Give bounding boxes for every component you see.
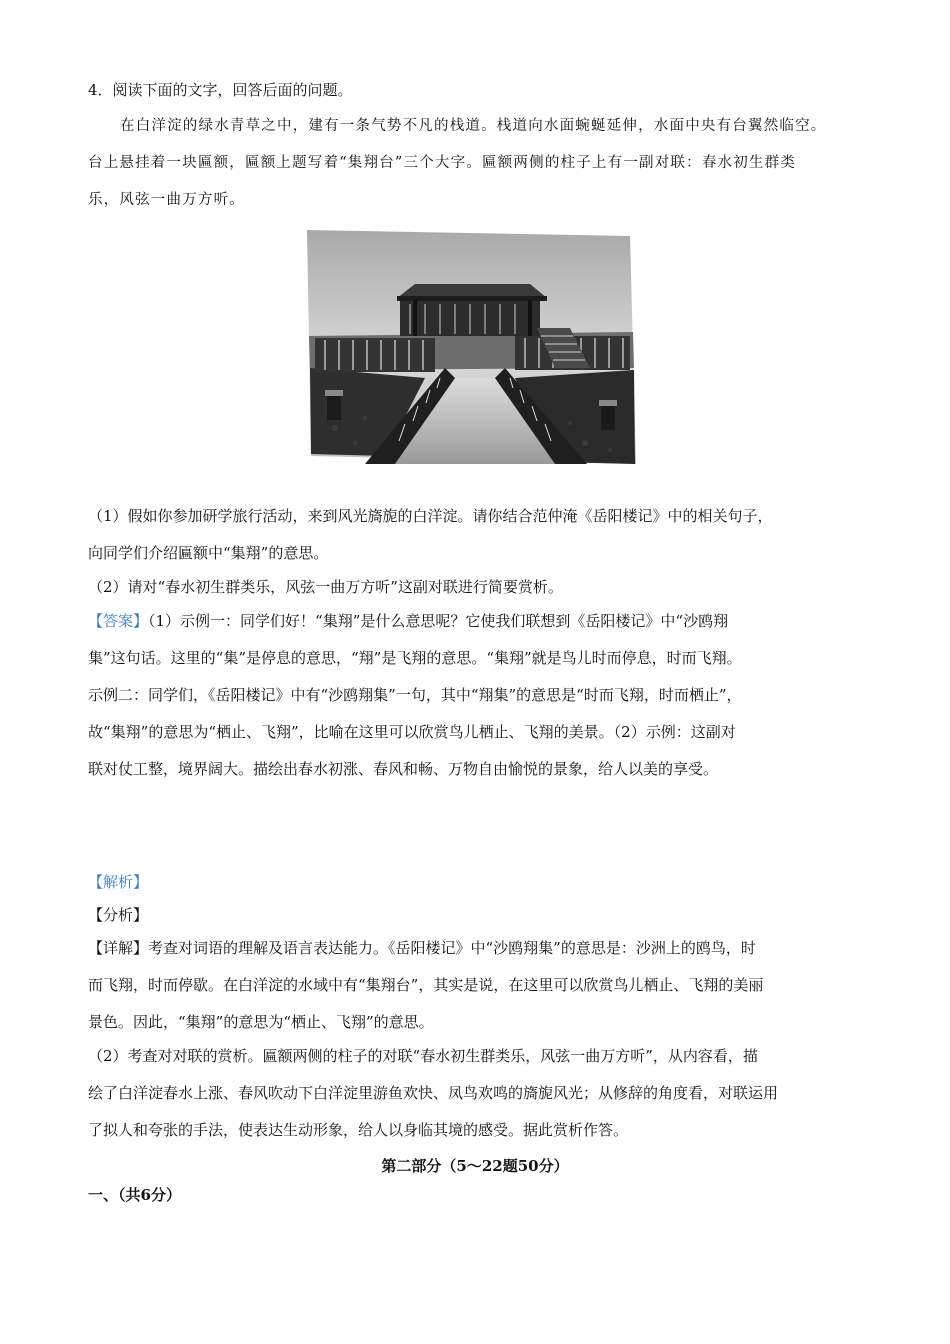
answer-line: 示例二：同学们，《岳阳楼记》中有“沙鸥翔集”一句，其中“翔集”的意思是“时而飞翔，时而栖止”， [88,686,742,704]
passage-line: 在白洋淀的绿水青草之中，建有一条气势不凡的栈道。栈道向水面蜿蜒延伸，水面中央有台翼然临空。 [120,118,827,134]
post-cap [325,390,343,396]
fence-left [315,338,435,372]
analysis-line: 景色。因此，“集翔”的意思为“栖止、飞翔”的意思。 [88,1013,434,1031]
analysis-line: 而飞翔，时而停歇。在白洋淀的水域中有“集翔台”，其实是说，在这里可以欣赏鸟儿栖止、飞翔的美丽 [88,976,764,994]
post [601,404,615,430]
fenxi-tag: 【分析】 [88,906,149,924]
analysis-line: 绘了白洋淀春水上涨、春风吹动下白洋淀里游鱼欢快、凤鸟欢鸣的旖旎风光；从修辞的角度看，对联运用 [88,1084,779,1102]
analysis-line: 了拟人和夸张的手法，使表达生动形象，给人以身临其境的感受。据此赏析作答。 [88,1121,629,1139]
post-cap [599,400,617,406]
question-heading: 4．阅读下面的文字，回答后面的问题。 [88,81,353,99]
section-heading: 一、（共6分） [88,1186,181,1204]
detail-first-line [88,938,756,958]
answer-line: 联对仗工整，境界阔大。描绘出春水初涨、春风和畅、万物自由愉悦的景象，给人以美的享受。 [88,760,719,778]
passage-line: 台上悬挂着一块匾额，匾额上题写着“集翔台”三个大字。匾额两侧的柱子上有一副对联：春水初生群类 [88,155,797,171]
sub-question-1-cont: 向同学们介绍匾额中“集翔”的意思。 [88,544,329,562]
answer-line: 集”这句话。这里的“集”是停息的意思，“翔”是飞翔的意思。“集翔”就是鸟儿时而停息，时而飞翔。 [88,649,742,667]
analysis-line: （2）考查对对联的赏析。匾额两侧的柱子的对联“春水初生群类乐，风弦一曲万方听”，从内容看，描 [88,1047,758,1065]
passage-line: 乐，风弦一曲万方听。 [88,192,245,208]
answer-first-line [88,611,728,631]
answer-tag: 【答案】 [88,612,149,630]
pavilion-roof [397,284,547,298]
pillar [413,300,417,336]
post [327,394,341,420]
pavilion-photo [305,228,638,466]
detail-text: 考查对词语的理解及语言表达能力。《岳阳楼记》中“沙鸥翔集”的意思是：沙洲上的鸥鸟，时 [148,939,756,957]
pillar [528,300,532,336]
detail-tag: 【详解】 [88,939,149,957]
answer-text: （1）示例一：同学们好！“集翔”是什么意思呢？它使我们联想到《岳阳楼记》中“沙鸥翔 [148,612,729,630]
roof-eave [397,296,547,301]
sub-question-1: （1）假如你参加研学旅行活动，来到风光旖旎的白洋淀。请你结合范仲淹《岳阳楼记》中的相关句子， [88,507,773,525]
answer-line: 故“集翔”的意思为“栖止、飞翔”，比喻在这里可以欣赏鸟儿栖止、飞翔的美景。（2）示例：这副对 [88,723,736,741]
sub-question-2: （2）请对“春水初生群类乐，风弦一曲万方听”这副对联进行简要赏析。 [88,578,563,596]
analysis-tag: 【解析】 [88,873,149,891]
part-two-title: 第二部分（5～22题50分） [381,1157,569,1175]
